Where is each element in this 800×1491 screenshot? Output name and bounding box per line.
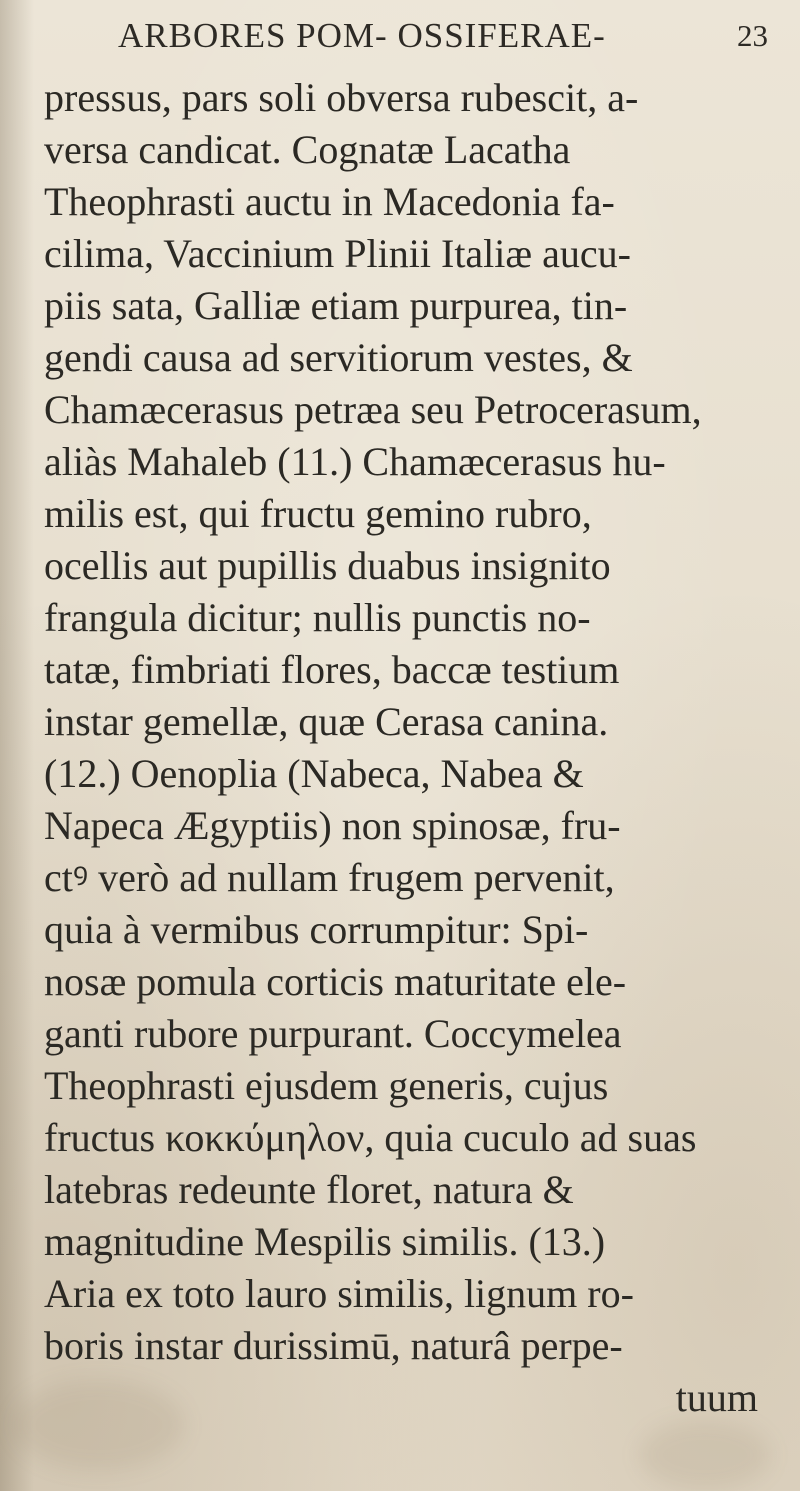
text-line: piis sata, Galliæ etiam purpurea, tin- (44, 283, 628, 328)
page-number: 23 (737, 18, 768, 53)
text-line: Theophrasti auctu in Macedonia fa- (44, 179, 615, 224)
text-line: pressus, pars soli obversa rubescit, a- (44, 75, 639, 120)
text-line: latebras redeunte floret, natura & (44, 1167, 574, 1212)
text-line: milis est, qui fructu gemino rubro, (44, 491, 592, 536)
text-line: Aria ex toto lauro similis, lignum ro- (44, 1271, 634, 1316)
page-header (118, 16, 768, 72)
text-line: instar gemellæ, quæ Cerasa canina. (44, 699, 609, 744)
running-head: ARBORES POM- OSSIFERAE- (118, 16, 606, 55)
text-line: Napeca Ægyptiis) non spinosæ, fru- (44, 803, 621, 848)
text-line: boris instar durissimū, naturâ perpe- (44, 1323, 623, 1368)
text-line: ocellis aut pupillis duabus insignito (44, 543, 611, 588)
text-line: frangula dicitur; nullis punctis no- (44, 595, 591, 640)
page-gutter-shadow (0, 0, 34, 1491)
text-line: tatæ, fimbriati flores, baccæ testium (44, 647, 620, 692)
text-line: Theophrasti ejusdem generis, cujus (44, 1063, 609, 1108)
text-line: nosæ pomula corticis maturitate ele- (44, 959, 627, 1004)
text-line: aliàs Mahaleb (11.) Chamæcerasus hu- (44, 439, 666, 484)
text-line: magnitudine Mespilis similis. (13.) (44, 1219, 606, 1264)
paper-stain (640, 1420, 770, 1490)
text-line: (12.) Oenoplia (Nabeca, Nabea & (44, 751, 584, 796)
text-line: cilima, Vaccinium Plinii Italiæ aucu- (44, 231, 631, 276)
text-line: versa candicat. Cognatæ Lacatha (44, 127, 571, 172)
body-text (44, 72, 776, 1424)
text-line: fructus κοκκύμηλον, quia cuculo ad suas (44, 1115, 697, 1160)
text-line: quia à vermibus corrumpitur: Spi- (44, 907, 589, 952)
text-line: Chamæcerasus petræa seu Petrocerasum, (44, 387, 702, 432)
text-line: gendi causa ad servitiorum vestes, & (44, 335, 633, 380)
text-line: ganti rubore purpurant. Coccymelea (44, 1011, 622, 1056)
text-line: ctꝰ verò ad nullam frugem pervenit, (44, 855, 615, 900)
catchword: tuum (675, 1375, 758, 1420)
